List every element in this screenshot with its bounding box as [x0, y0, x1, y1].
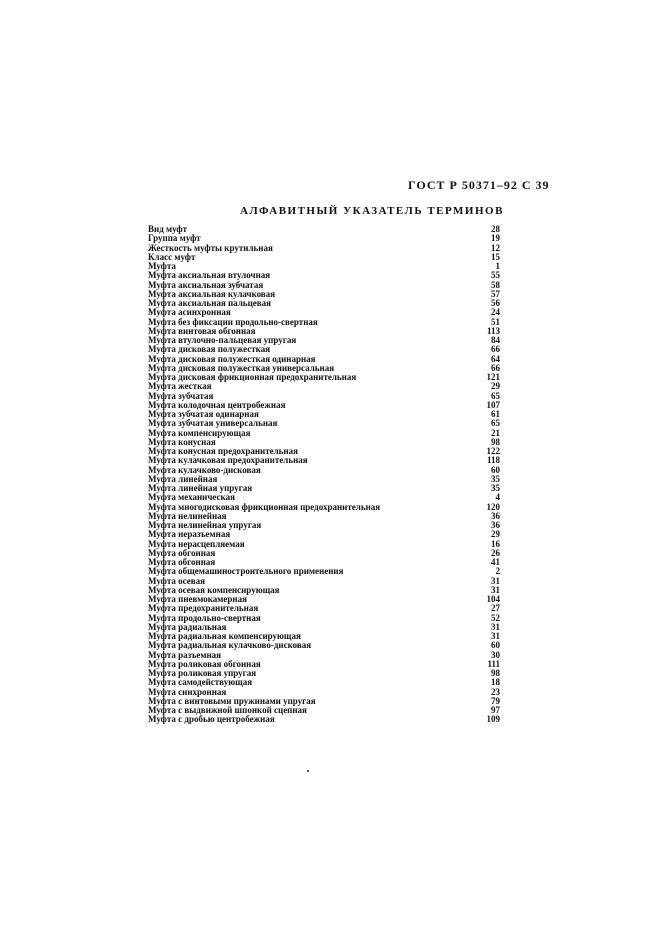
- index-number: 21: [491, 427, 500, 438]
- index-number: 18: [491, 677, 500, 688]
- index-number: 118: [486, 455, 500, 466]
- index-number: 51: [491, 316, 500, 327]
- index-entry: [148, 244, 500, 253]
- index-number: 28: [491, 224, 500, 234]
- index-number: 65: [491, 390, 500, 401]
- index-number: 98: [491, 436, 500, 447]
- index-term: Муфта дисковая полужесткая: [148, 344, 271, 355]
- index-term: Муфта с дробью центробежная: [148, 714, 275, 725]
- index-term: Муфта продольно-свертная: [148, 612, 261, 623]
- index-term: Муфта линейная: [148, 473, 218, 484]
- index-term: Муфта предохранительная: [148, 603, 259, 614]
- index-number: 19: [491, 233, 500, 244]
- index-term: Муфта кулачково-дисковая: [148, 464, 261, 475]
- index-term: Муфта роликовая обгонная: [148, 658, 261, 669]
- index-term: Муфта зубчатая одинарная: [148, 409, 259, 419]
- index-number: 64: [491, 353, 500, 364]
- index-term: Муфта неразъемная: [148, 529, 231, 540]
- index-number: 41: [491, 557, 500, 567]
- index-number: 57: [491, 288, 500, 299]
- index-term: Муфта самодействующая: [148, 677, 253, 688]
- index-term: Муфта нелинейная: [148, 510, 227, 521]
- index-number: 60: [491, 640, 500, 651]
- index-term: Вид муфт: [148, 224, 188, 234]
- index-number: 66: [491, 344, 500, 355]
- index-number: 27: [491, 603, 500, 614]
- index-number: 1: [495, 261, 500, 271]
- index-term: Муфта радиальная компенсирующая: [148, 631, 301, 641]
- index-term: Муфта с винтовыми пружинами упругая: [148, 695, 316, 706]
- index-term: Класс муфт: [148, 251, 196, 262]
- index-number: 26: [491, 547, 500, 558]
- index-term: Муфта пневмокамерная: [148, 594, 247, 604]
- index-term: Муфта нелинейная упругая: [148, 520, 262, 530]
- index-number: 104: [486, 594, 500, 604]
- index-term: Муфта многодисковая фрикционная предохранительная: [148, 501, 381, 512]
- page-mark: [307, 770, 309, 772]
- index-number: 36: [491, 510, 500, 521]
- index-term: Муфта обгонная: [148, 557, 216, 567]
- index-term: Муфта асинхронная: [148, 307, 231, 318]
- index-term: Муфта жесткая: [148, 381, 212, 392]
- index-term: Муфта дисковая фрикционная предохранительная: [148, 372, 357, 382]
- index-number: 2: [495, 566, 500, 577]
- index-term: Муфта роликовая упругая: [148, 668, 257, 678]
- index-number: 79: [491, 695, 500, 706]
- index-term: Муфта радиальная: [148, 621, 227, 632]
- index-number: 55: [491, 270, 500, 281]
- index-term: Муфта аксиальная пальцевая: [148, 298, 271, 308]
- index-number: 122: [486, 446, 500, 456]
- index-number: 65: [491, 418, 500, 429]
- index-number: 16: [491, 538, 500, 549]
- index-number: 97: [491, 705, 500, 715]
- index-number: 23: [491, 686, 500, 697]
- index-term: Муфта радиальная кулачково-дисковая: [148, 640, 312, 651]
- index-term: Муфта втулочно-пальцевая упругая: [148, 335, 297, 345]
- index-term: Муфта аксиальная втулочная: [148, 270, 271, 281]
- index-title: АЛФАВИТНЫЙ УКАЗАТЕЛЬ ТЕРМИНОВ: [240, 205, 504, 217]
- index-term: Муфта кулачковая предохранительная: [148, 455, 308, 466]
- index-term: Муфта зубчатая: [148, 390, 214, 401]
- index-term: Муфта дисковая полужесткая одинарная: [148, 353, 316, 364]
- index-number: 30: [491, 649, 500, 660]
- index-entry: [148, 715, 500, 724]
- index-number: 12: [491, 242, 500, 253]
- index-term: Муфта линейная упругая: [148, 483, 253, 493]
- index-number: 35: [491, 473, 500, 484]
- index-number: 120: [486, 501, 500, 512]
- index-number: 52: [491, 612, 500, 623]
- index-term: Муфта разъемная: [148, 649, 222, 660]
- index-number: 58: [491, 279, 500, 290]
- index-term: Муфта без фиксации продольно-свертная: [148, 316, 318, 327]
- index-term: Муфта осевая: [148, 575, 205, 586]
- index-number: 35: [491, 483, 500, 493]
- index-number: 84: [491, 335, 500, 345]
- index-number: 98: [491, 668, 500, 678]
- page-header: ГОСТ Р 50371–92 С 39: [408, 178, 550, 192]
- index-term: Муфта с выдвижной шпонкой сцепная: [148, 705, 307, 715]
- index-number: 24: [491, 307, 500, 318]
- index-term: Муфта аксиальная зубчатая: [148, 279, 264, 290]
- index-number: 109: [486, 714, 500, 725]
- index-term: Муфта аксиальная кулачковая: [148, 288, 276, 299]
- index-number: 111: [487, 658, 500, 669]
- index-number: 113: [486, 325, 500, 336]
- index-number: 66: [491, 362, 500, 373]
- index-term: Муфта конусная: [148, 436, 216, 447]
- index-number: 60: [491, 464, 500, 475]
- index-number: 31: [491, 621, 500, 632]
- index-number: 29: [491, 381, 500, 392]
- index-term: Муфта синхронная: [148, 686, 227, 697]
- index-number: 36: [491, 520, 500, 530]
- index-term: Группа муфт: [148, 233, 201, 244]
- index-entry: [148, 253, 500, 262]
- index-number: 56: [491, 298, 500, 308]
- index-term: Муфта зубчатая универсальная: [148, 418, 278, 429]
- terms-index: [148, 225, 500, 725]
- index-term: Муфта обгонная: [148, 547, 216, 558]
- index-term: Жесткость муфты крутильная: [148, 242, 273, 253]
- index-term: Муфта осевая компенсирующая: [148, 584, 280, 595]
- index-term: Муфта дисковая полужесткая универсальная: [148, 362, 335, 373]
- index-number: 31: [491, 631, 500, 641]
- index-number: 121: [486, 372, 500, 382]
- index-number: 29: [491, 529, 500, 540]
- index-term: Муфта конусная предохранительная: [148, 446, 298, 456]
- index-number: 31: [491, 575, 500, 586]
- index-term: Муфта: [148, 261, 176, 271]
- index-number: 61: [491, 409, 500, 419]
- index-term: Муфта компенсирующая: [148, 427, 251, 438]
- index-term: Муфта колодочная центробежная: [148, 399, 286, 410]
- index-term: Муфта винтовая обгонная: [148, 325, 256, 336]
- index-number: 4: [495, 492, 500, 503]
- index-term: Муфта механическая: [148, 492, 235, 503]
- index-term: Муфта нерасцепляемая: [148, 538, 245, 549]
- index-term: Муфта общемашиностроительного применения: [148, 566, 344, 577]
- index-number: 31: [491, 584, 500, 595]
- index-number: 15: [491, 251, 500, 262]
- index-number: 107: [486, 399, 500, 410]
